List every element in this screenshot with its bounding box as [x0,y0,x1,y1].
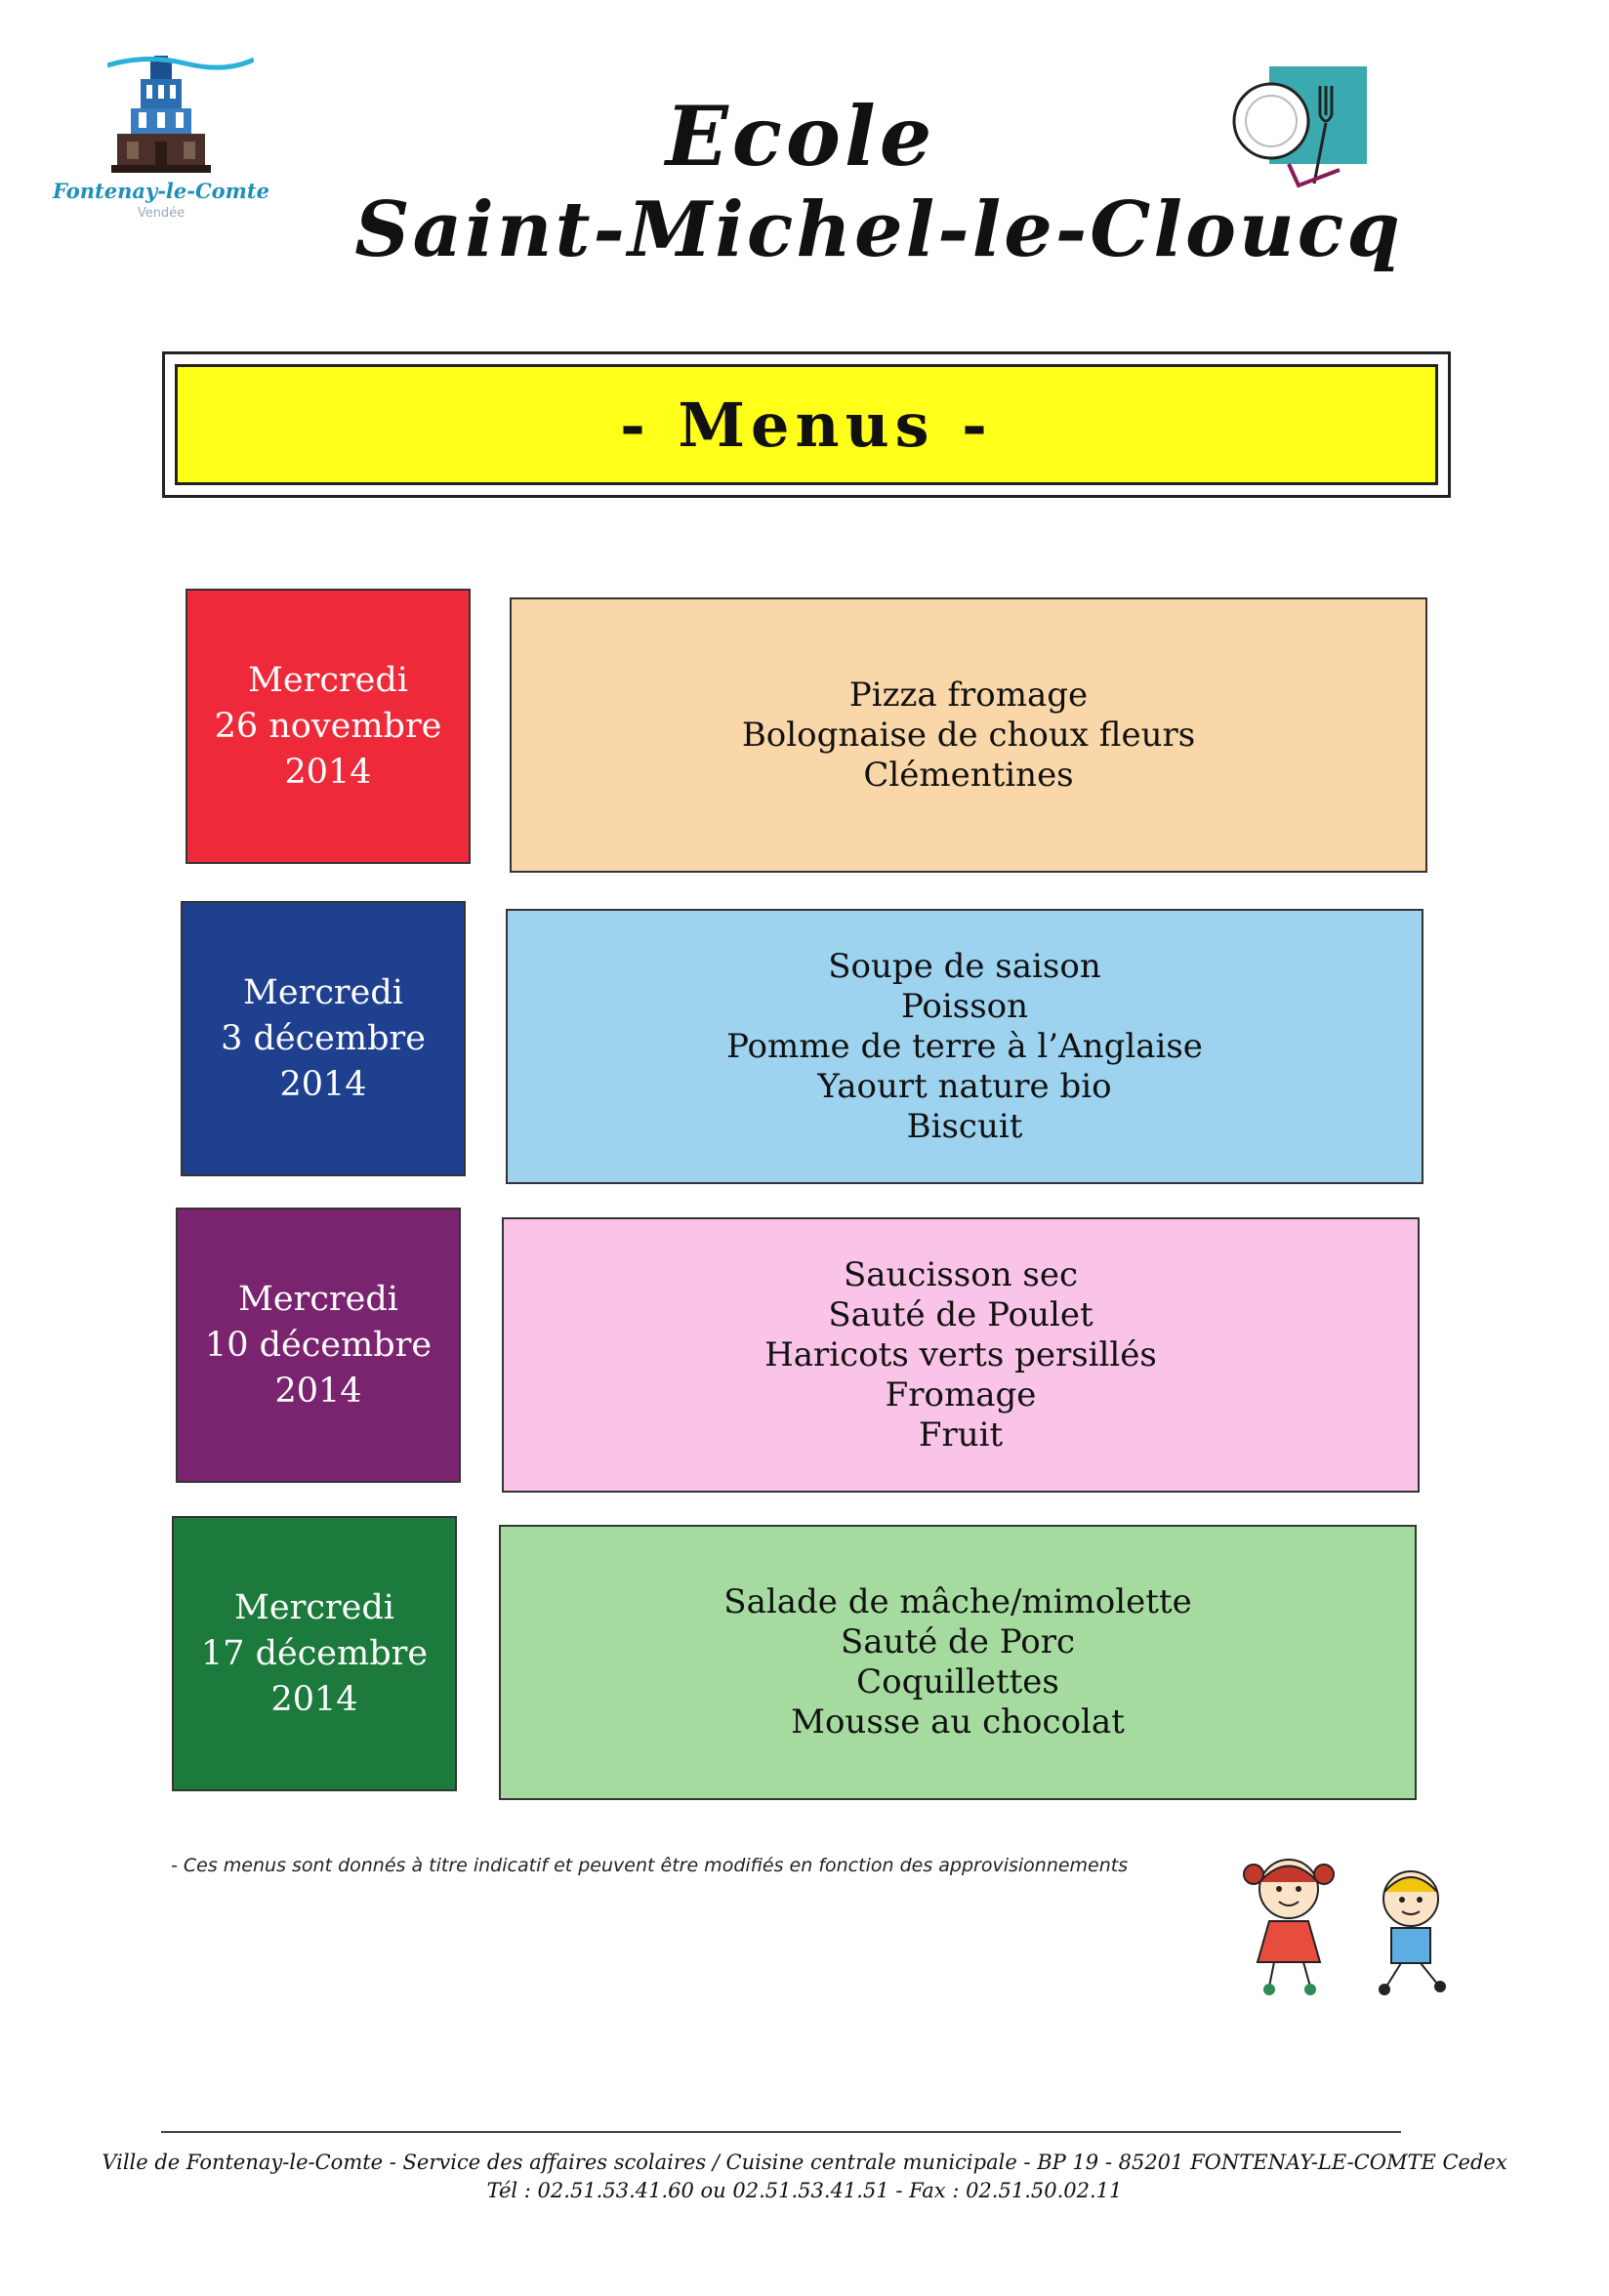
menu-box-3 [502,1217,1420,1493]
menu-item: Sauté de Poulet [828,1294,1093,1334]
day-box-3 [176,1208,461,1483]
menus-banner-inner [175,364,1438,485]
town-logo [49,54,273,239]
day-box-2 [181,901,466,1176]
day-name: Mercredi [243,972,403,1012]
day-date: 17 décembre [200,1633,429,1673]
footer-address: Ville de Fontenay-le-Comte - Service des affaires scolaires / Cuisine centrale municipale - BP 19 - 85201 FONTENAY-LE-COMTE Cedex [102,2151,1507,2174]
plate-and-fork-icon [1230,66,1377,193]
menu-item: Fruit [918,1414,1004,1455]
day-name: Mercredi [234,1587,394,1627]
menu-item: Biscuit [906,1106,1023,1146]
day-box-1 [186,589,471,864]
children-illustration-icon [1230,1845,1474,2001]
menu-item: Pomme de terre à l’Anglaise [726,1026,1203,1066]
day-box-4 [172,1516,457,1791]
day-date: 3 décembre [221,1018,426,1058]
menu-item: Fromage [885,1374,1037,1414]
menu-item: Haricots verts persillés [764,1334,1157,1374]
menu-item: Coquillettes [856,1662,1059,1702]
day-year: 2014 [284,752,372,792]
school-title-line2: Saint-Michel-le-Cloucq [354,185,1403,274]
town-logo-subtitle: Vendée [137,206,186,221]
menus-banner [162,351,1451,498]
menu-item: Clémentines [863,755,1074,795]
menu-item: Bolognaise de choux fleurs [741,715,1196,755]
wave-icon [107,54,254,73]
disclaimer-note: - Ces menus sont donnés à titre indicatif et peuvent être modifiés en fonction des approvisionnements [171,1855,1129,1876]
menu-item: Soupe de saison [828,946,1101,986]
menu-item: Sauté de Porc [840,1622,1075,1661]
day-year: 2014 [270,1679,358,1719]
day-date: 10 décembre [204,1325,433,1365]
menu-box-4 [499,1525,1417,1800]
menu-box-1 [510,597,1427,873]
footer-divider [161,2131,1401,2133]
day-year: 2014 [279,1064,367,1104]
menu-item: Pizza fromage [848,675,1089,715]
day-date: 26 novembre [214,706,442,746]
town-logo-text: Fontenay-le-Comte [53,179,269,203]
menu-item: Poisson [900,986,1029,1026]
menu-item: Yaourt nature bio [817,1066,1112,1106]
school-title-line1: Ecole [665,88,936,184]
menus-title: - Menus - [620,389,993,461]
menu-box-2 [506,909,1423,1184]
footer-contact: Tél : 02.51.53.41.60 ou 02.51.53.41.51 - Fax : 02.51.50.02.11 [486,2179,1123,2202]
day-name: Mercredi [248,660,408,700]
menu-item: Mousse au chocolat [791,1702,1125,1742]
menu-item: Salade de mâche/mimolette [723,1582,1192,1621]
day-year: 2014 [274,1371,362,1411]
day-name: Mercredi [238,1279,398,1319]
menu-item: Saucisson sec [843,1254,1079,1294]
